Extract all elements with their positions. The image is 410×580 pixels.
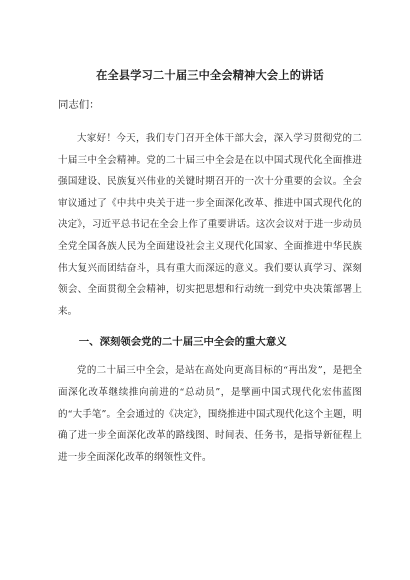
salutation: 同志们： [58, 99, 100, 111]
document-title: 在全县学习二十届三中全会精神大会上的讲话 [96, 68, 324, 82]
section-1-paragraph: 党的二十届三中全会，是站在高处向更高目标的“再出发”，是把全面深化改革继续推向前进的“总动员”，是擘画中国式现代化宏伟蓝图的“大手笔”。全会通过的《决定》，围绕推进中国式现代化这个主题，明确了进一步全面深化改革的路线图、时间表、任务书，是指导新征程上进一步全面深化改革的纲领性文件。 [58, 365, 362, 463]
section-heading-1: 一、深刻领会党的二十届三中全会的重大意义 [78, 336, 287, 349]
intro-paragraph: 大家好！今天，我们专门召开全体干部大会，深入学习贯彻党的二十届三中全会精神。党的二十届三中全会是在以中国式现代化全面推进强国建设、民族复兴伟业的关键时期召开的一次十分重要的会议。全会审议通过了《中共中央关于进一步全面深化改革、推进中国式现代化的决定》，习近平总书记在全会上作了重要讲话。这次会议对于进一步动员全党全国各族人民为全面建设社会主义现代化国家、全面推进中华民族伟大复兴而团结奋斗，具有重大而深远的意义。我们要认真学习、深刻领会、全面贯彻全会精神，切实把思想和行动统一到党中央决策部署上来。 [58, 133, 362, 317]
